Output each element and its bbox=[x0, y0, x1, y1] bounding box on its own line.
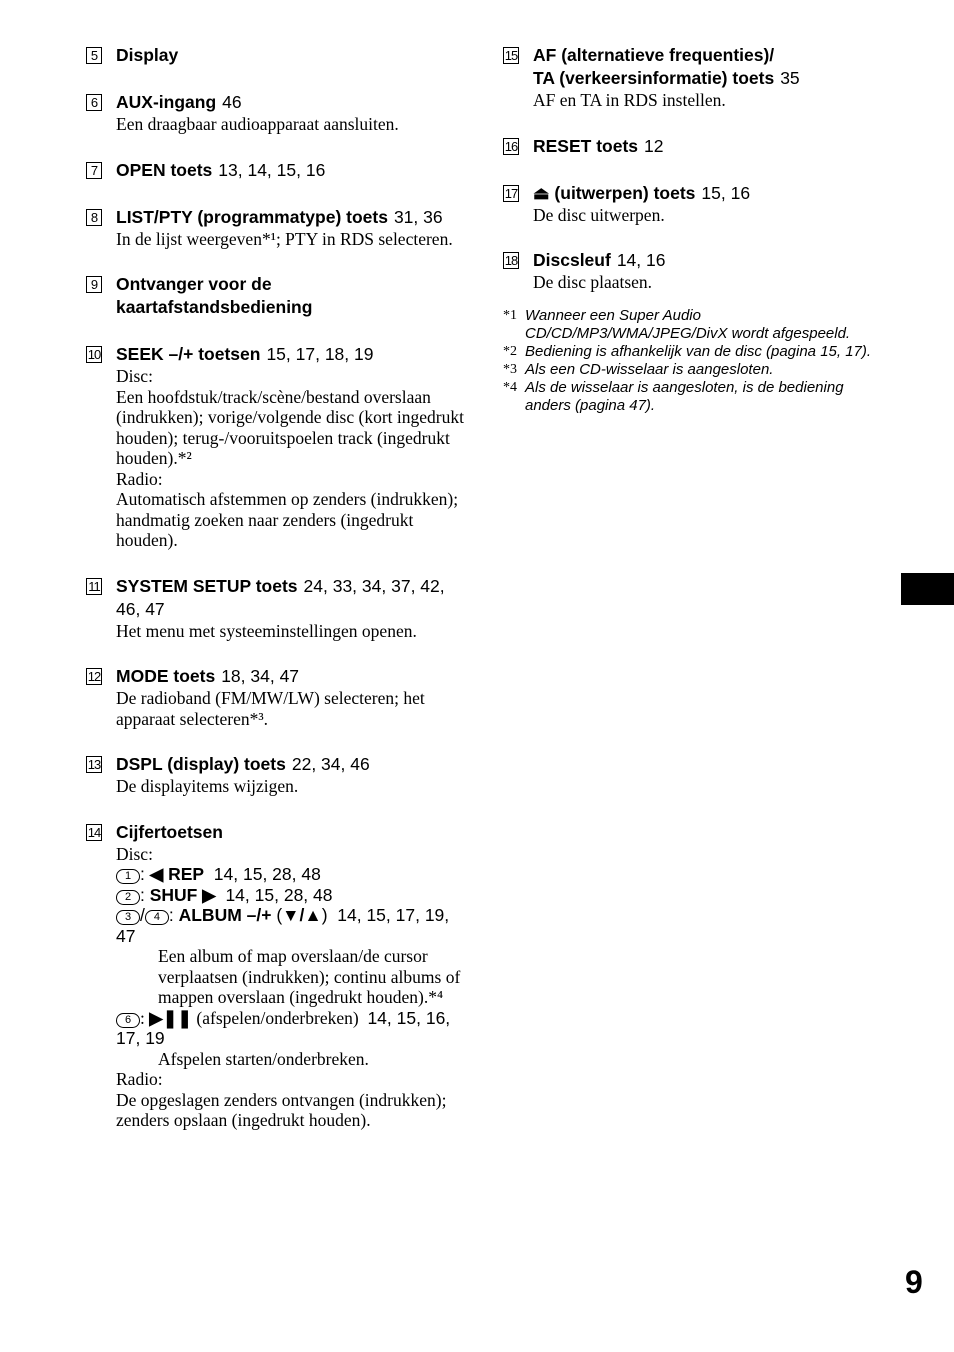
key-6-icon: 6 bbox=[116, 1013, 140, 1028]
item-title: RESET toets bbox=[533, 135, 639, 156]
page-refs: 14, 15, 16, 17, 19 bbox=[116, 1007, 451, 1048]
footnote-mark: *3 bbox=[503, 361, 517, 377]
item-description: Het menu met systeeminstellingen openen. bbox=[116, 620, 417, 641]
key-label: ALBUM –/+ bbox=[178, 905, 272, 925]
item-8 bbox=[86, 206, 471, 250]
item-12 bbox=[86, 665, 471, 729]
key-6-description: Afspelen starten/onderbreken. bbox=[158, 1048, 369, 1069]
page-refs: 24, 33, 34, 37, 42, 46, 47 bbox=[116, 575, 445, 619]
item-title: Discsleuf bbox=[533, 250, 611, 270]
item-number: 7 bbox=[86, 162, 102, 179]
item-description: De radioband (FM/MW/LW) selecteren; het apparaat selecteren*³. bbox=[116, 688, 425, 729]
item-10 bbox=[86, 343, 471, 551]
item-18 bbox=[503, 249, 873, 293]
key-1-line: 1 : ◀ REP 14, 15, 28, 48 bbox=[86, 864, 471, 885]
radio-description: De opgeslagen zenders ontvangen (indrukken); zenders opslaan (ingedrukt houden). bbox=[116, 1089, 447, 1130]
page-number: 9 bbox=[905, 1264, 923, 1300]
item-number: 8 bbox=[86, 209, 102, 226]
key-3-4-description: Een album of map overslaan/de cursor verplaatsen (indrukken); continu albums of mappen overslaan (ingedrukt houden).*⁴ bbox=[158, 946, 461, 1007]
page-refs: 13, 14, 15, 16 bbox=[218, 159, 326, 180]
item-6 bbox=[86, 91, 471, 135]
item-title: Cijfertoetsen bbox=[116, 821, 223, 842]
key-6-line: 6 : ▶❚❚ (afspelen/onderbreken) 14, 15, 16, 17, 19 bbox=[116, 1007, 451, 1048]
footnote-mark: *4 bbox=[503, 379, 517, 395]
page-refs: 14, 15, 17, 19, 47 bbox=[116, 905, 450, 946]
left-column bbox=[86, 44, 471, 1155]
footnote-text: Als een CD-wisselaar is aangesloten. bbox=[525, 360, 774, 378]
page-refs: 14, 15, 28, 48 bbox=[213, 864, 321, 884]
key-2-icon: 2 bbox=[116, 890, 140, 905]
footnote-text: Bediening is afhankelijk van de disc (pagina 15, 17). bbox=[525, 342, 872, 360]
key-2-line: 2 : SHUF ▶ 14, 15, 28, 48 bbox=[86, 885, 471, 906]
page-refs: 22, 34, 46 bbox=[291, 754, 370, 774]
page-refs: 14, 16 bbox=[616, 250, 666, 270]
item-number: 14 bbox=[87, 824, 101, 840]
play-pause-icon: ▶❚❚ bbox=[149, 1007, 193, 1028]
item-number: 9 bbox=[86, 276, 102, 293]
disc-label: Disc: bbox=[116, 843, 153, 864]
key-3-4-line: 3 / 4 : ALBUM –/+ (▼/▲) 14, 15, 17, 19, 47 bbox=[116, 905, 450, 946]
page-refs: 15, 16 bbox=[701, 182, 751, 203]
item-13 bbox=[86, 753, 471, 797]
forward-arrow-icon: ▶ bbox=[202, 884, 216, 905]
item-title: SEEK –/+ toetsen bbox=[116, 344, 261, 364]
item-number: 11 bbox=[86, 578, 102, 595]
item-5 bbox=[86, 44, 471, 67]
section-tab-marker bbox=[901, 573, 954, 605]
item-number: 10 bbox=[87, 347, 101, 362]
item-title: OPEN toets bbox=[116, 159, 213, 180]
item-title: (uitwerpen) toets bbox=[554, 182, 696, 203]
footnote-mark: *1 bbox=[503, 307, 517, 323]
item-17 bbox=[503, 182, 873, 226]
item-title: SYSTEM SETUP toets bbox=[116, 575, 298, 596]
item-title: DSPL (display) toets bbox=[116, 754, 286, 774]
item-title: AF (alternatieve frequenties)/ bbox=[533, 45, 775, 65]
page-refs: 31, 36 bbox=[393, 206, 443, 227]
item-15 bbox=[503, 44, 873, 111]
item-description: In de lijst weergeven*¹; PTY in RDS selecteren. bbox=[116, 228, 453, 249]
item-number: 15 bbox=[504, 48, 518, 63]
footnote-text: Wanneer een Super Audio CD/CD/MP3/WMA/JPEG/DivX wordt afgespeeld. bbox=[525, 306, 851, 342]
item-description: De displayitems wijzigen. bbox=[116, 776, 299, 796]
key-3-icon: 3 bbox=[116, 910, 140, 925]
item-title: Ontvanger voor de kaartafstandsbediening bbox=[116, 274, 313, 317]
key-label: (afspelen/onderbreken) bbox=[196, 1007, 359, 1028]
item-number: 5 bbox=[86, 47, 102, 64]
disc-label: Disc: bbox=[116, 366, 153, 386]
page-refs: 12 bbox=[644, 135, 664, 156]
item-title: MODE toets bbox=[116, 666, 216, 686]
footnote-3 bbox=[503, 361, 873, 379]
item-number: 18 bbox=[504, 253, 518, 268]
item-description: AF en TA in RDS instellen. bbox=[533, 90, 726, 110]
footnote-mark: *2 bbox=[503, 343, 517, 359]
page-refs: 18, 34, 47 bbox=[221, 666, 300, 686]
right-column bbox=[503, 44, 873, 415]
radio-label: Radio: bbox=[116, 468, 163, 489]
footnotes bbox=[503, 307, 873, 415]
item-title: AUX-ingang bbox=[116, 92, 217, 112]
page-refs: 15, 17, 18, 19 bbox=[266, 344, 374, 364]
key-4-icon: 4 bbox=[145, 910, 169, 925]
footnote-1 bbox=[503, 307, 873, 343]
eject-icon: ⏏ bbox=[533, 182, 550, 203]
disc-description: Een hoofdstuk/track/scène/bestand overslaan (indrukken); vorige/volgende disc (kort ingedrukt houden); terug-/vooruitspoelen track (ingedrukt houden).*² bbox=[116, 386, 464, 468]
item-number: 13 bbox=[87, 757, 101, 772]
footnote-4 bbox=[503, 379, 873, 415]
item-9 bbox=[86, 273, 471, 319]
down-up-arrow-icon: ▼/▲ bbox=[282, 905, 322, 925]
item-7 bbox=[86, 159, 471, 182]
key-label: REP bbox=[168, 864, 205, 884]
page-refs: 35 bbox=[780, 68, 800, 88]
radio-description: Automatisch afstemmen op zenders (indrukken); handmatig zoeken naar zenders (ingedrukt houden). bbox=[116, 489, 459, 550]
item-16 bbox=[503, 135, 873, 158]
page-refs: 14, 15, 28, 48 bbox=[225, 884, 333, 905]
rewind-arrow-icon: ◀ bbox=[149, 864, 164, 884]
item-14 bbox=[86, 821, 471, 1131]
item-title: LIST/PTY (programmatype) toets bbox=[116, 206, 388, 227]
item-number: 12 bbox=[87, 669, 101, 684]
item-title: Display bbox=[116, 45, 179, 65]
item-number: 6 bbox=[86, 94, 102, 111]
item-number: 17 bbox=[504, 185, 518, 201]
item-title-line-2: TA (verkeersinformatie) toets bbox=[533, 68, 775, 88]
item-description: De disc plaatsen. bbox=[533, 272, 653, 292]
item-11 bbox=[86, 575, 471, 642]
footnote-2 bbox=[503, 343, 873, 361]
key-label: SHUF bbox=[149, 884, 198, 905]
item-description: De disc uitwerpen. bbox=[533, 204, 665, 225]
key-1-icon: 1 bbox=[116, 869, 140, 884]
page-refs: 46 bbox=[222, 92, 242, 112]
item-description: Een draagbaar audioapparaat aansluiten. bbox=[116, 114, 399, 134]
footnote-text: Als de wisselaar is aangesloten, is de bediening anders (pagina 47). bbox=[525, 378, 844, 414]
item-number: 16 bbox=[504, 138, 518, 154]
radio-label: Radio: bbox=[116, 1069, 163, 1089]
